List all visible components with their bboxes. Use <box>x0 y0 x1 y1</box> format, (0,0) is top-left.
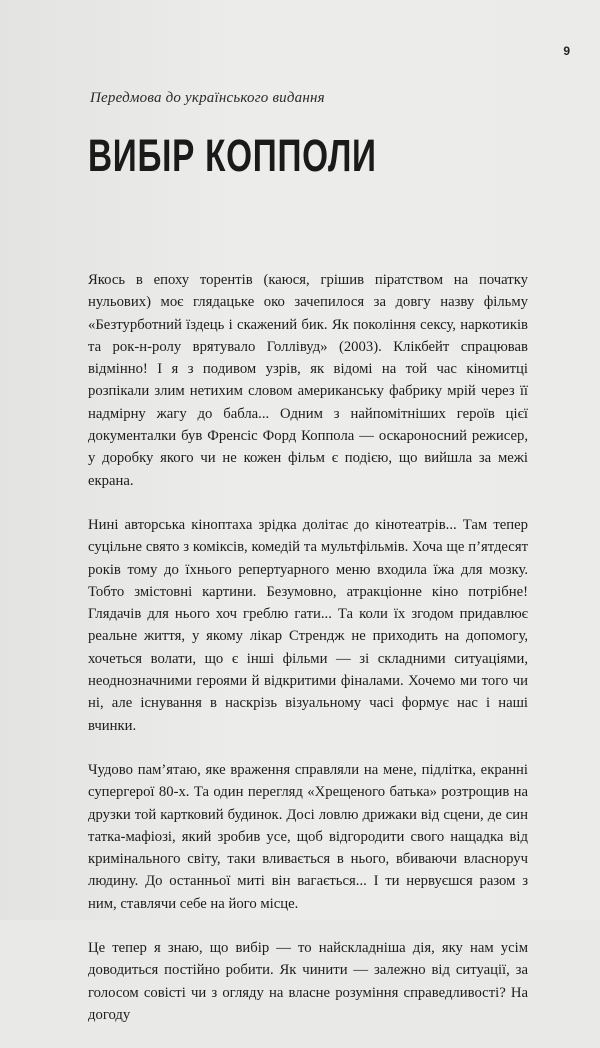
page-number: 9 <box>563 44 570 58</box>
paragraph: Нині авторська кіноптаха зрідка долітає до кінотеатрів... Там тепер суцільне свято з коміксів, комедій та мультфільмів. Хоча ще п’ятдесят років тому до їхнього репертуарного меню входила їжа для мозку. Тобто змістовні картини. Безумовно, атракціонне кіно потрібне! Глядачів для нього хоч греблю гати... Та коли їх згодом придавлює реальне життя, у якому лікар Стрендж не приходить на допомогу, хочеться волати, що є інші фільми — зі складними ситуаціями, неоднозначними героями й відкритими фіналами. Хочемо ми того чи ні, але існування в наскрізь візуальному часі формує нас і наші вчинки. <box>88 516 528 734</box>
body-text <box>88 269 528 1048</box>
section-subtitle: Передмова до українського видання <box>90 90 325 106</box>
paragraph: Це тепер я знаю, що вибір — то найскладніша дія, яку нам усім доводиться постійно робити. Як чинити — залежно від ситуації, за голосом совісті чи з огляду на власне розуміння справедливості? На догоду <box>88 940 528 1023</box>
chapter-title: ВИБІР КОППОЛИ <box>88 130 377 181</box>
paragraph: Якось в епоху торентів (каюся, грішив піратством на початку нульових) моє глядацьке око зачепилося за довгу назву фільму «Безтурботний їздець і скажений бик. Як покоління сексу, наркотиків та рок-н-ролу врятувало Голлівуд» (2003). Клікбейт спрацював відмінно! І я з подивом узрів, як відомі на той час кіномитці розпікали злим нетихим словом американську фабрику мрій через її надмірну жагу до бабла... Одним з найпомітніших героїв цієї документалки був Френсіс Форд Коппола — оскароносний режисер, у доробку якого чи не кожен фільм є подією, що вийшла за межі екрана. <box>88 272 528 489</box>
paragraph: Чудово пам’ятаю, яке враження справляли на мене, підлітка, екранні супергерої 80-х. Та один перегляд «Хрещеного батька» розтрощив на друзки той картковий будинок. Досі ловлю дрижаки від сцени, де син татка-мафіозі, який зробив усе, щоб відгородити свого нащадка від кримінального світу, таки вливається в нього, вбиваючи власноруч людину. До останньої миті він вагається... І ти нервуєшся разом з ним, ставлячи себе на його місце. <box>88 761 528 912</box>
